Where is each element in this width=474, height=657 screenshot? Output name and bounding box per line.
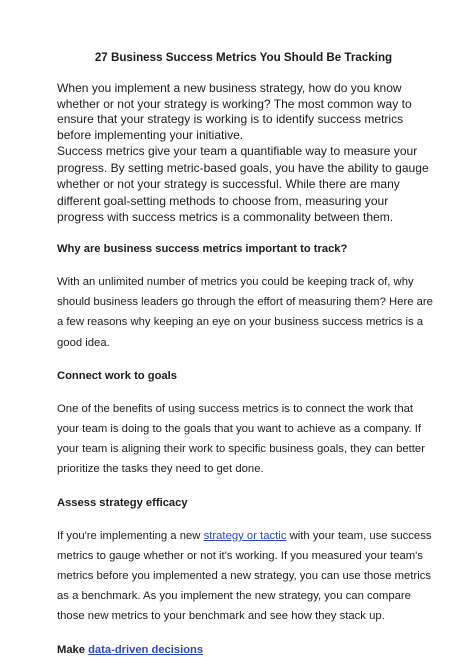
data-driven-decisions-link[interactable]: data-driven decisions: [88, 643, 204, 656]
section-heading-why: Why are business success metrics important to track?: [57, 242, 348, 255]
section-body-why: With an unlimited number of metrics you could be keeping track of, why should business leaders go through the effort of measuring them? Here are a few reasons why keeping an eye on your business success metrics is a good idea.: [57, 275, 433, 349]
section-heading-connect: Connect work to goals: [57, 369, 177, 382]
make-heading-text: Make: [57, 643, 89, 656]
strategy-or-tactic-link[interactable]: strategy or tactic: [203, 529, 287, 542]
document-title: 27 Business Success Metrics You Should Be Tracking: [94, 51, 393, 64]
section-heading-assess: Assess strategy efficacy: [57, 496, 188, 509]
assess-text-after: with your team, use success metrics to gauge whether or not it's working. If you measured your team's metrics before you implemented a new strategy, you can use those metrics as a benchmark. As you implement the new strategy, you can compare those new metrics to your benchmark and see how they stack up.: [57, 529, 432, 623]
section-heading-make: [57, 643, 434, 657]
assess-text-before: If you're implementing a new: [57, 529, 204, 542]
intro-paragraph-2: Success metrics give your team a quantifiable way to measure your progress. By setting metric-based goals, you have the ability to gauge whether or not your strategy is successful. While there are many different goal-setting methods to choose from, measuring your progress with success metrics is a commonality between them.: [57, 144, 429, 225]
section-body-connect: One of the benefits of using success metrics is to connect the work that your team is doing to the goals that you want to achieve as a company. If your team is aligning their work to specific business goals, they can better prioritize the tasks they need to get done.: [57, 402, 425, 476]
section-body-assess: [57, 526, 434, 627]
intro-paragraph-1: When you implement a new business strategy, how do you know whether or not your strategy is working? The most common way to ensure that your strategy is working is to identify success metrics before implementing your initiative.: [57, 81, 412, 142]
